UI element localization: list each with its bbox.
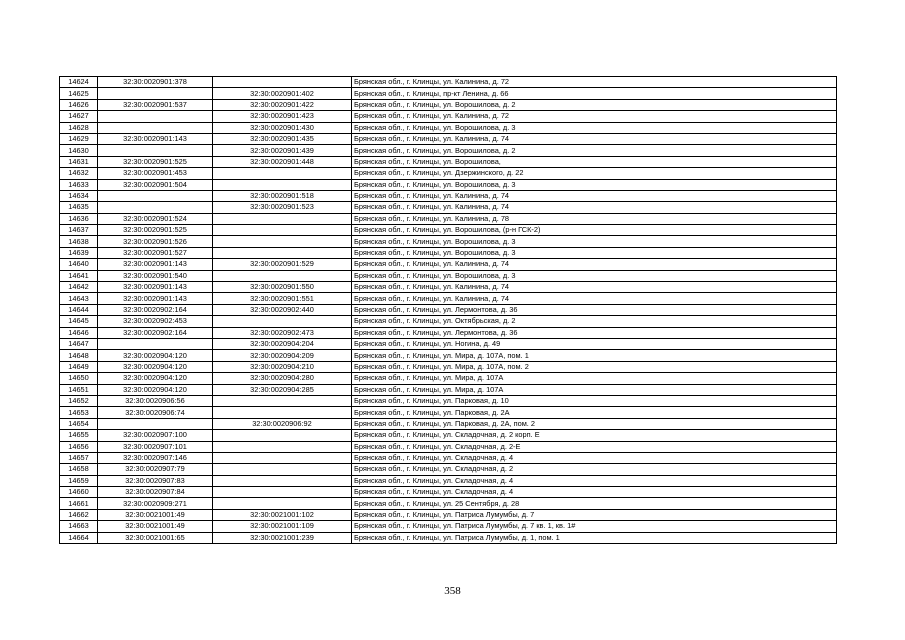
table-row	[60, 190, 837, 201]
address-cell: Брянская обл., г. Клинцы, ул. Парковая, д. 2А	[352, 407, 837, 418]
address-cell: Брянская обл., г. Клинцы, ул. Ворошилова, д. 3	[352, 122, 837, 133]
table-row	[60, 156, 837, 167]
row-number-cell: 14629	[60, 133, 98, 144]
building-cadastral-number-cell	[213, 213, 352, 224]
row-number-cell: 14656	[60, 441, 98, 452]
land-cadastral-number-cell: 32:30:0020902:453	[98, 316, 213, 327]
address-cell: Брянская обл., г. Клинцы, ул. Ворошилова, д. 3	[352, 179, 837, 190]
table-row	[60, 236, 837, 247]
land-cadastral-number-cell: 32:30:0020904:120	[98, 361, 213, 372]
land-cadastral-number-cell: 32:30:0020907:79	[98, 464, 213, 475]
building-cadastral-number-cell: 32:30:0020904:280	[213, 373, 352, 384]
row-number-cell: 14651	[60, 384, 98, 395]
building-cadastral-number-cell	[213, 487, 352, 498]
address-cell: Брянская обл., г. Клинцы, ул. Ворошилова,	[352, 156, 837, 167]
building-cadastral-number-cell	[213, 236, 352, 247]
row-number-cell: 14634	[60, 190, 98, 201]
land-cadastral-number-cell: 32:30:0020901:453	[98, 168, 213, 179]
building-cadastral-number-cell: 32:30:0020901:550	[213, 282, 352, 293]
address-cell: Брянская обл., г. Клинцы, ул. Складочная, д. 4	[352, 475, 837, 486]
building-cadastral-number-cell	[213, 452, 352, 463]
row-number-cell: 14626	[60, 99, 98, 110]
row-number-cell: 14645	[60, 316, 98, 327]
building-cadastral-number-cell	[213, 247, 352, 258]
row-number-cell: 14642	[60, 282, 98, 293]
row-number-cell: 14630	[60, 145, 98, 156]
table-row	[60, 498, 837, 509]
address-cell: Брянская обл., г. Клинцы, ул. Калинина, д. 74	[352, 259, 837, 270]
land-cadastral-number-cell: 32:30:0020901:524	[98, 213, 213, 224]
address-cell: Брянская обл., г. Клинцы, ул. Мира, д. 107А	[352, 384, 837, 395]
address-cell: Брянская обл., г. Клинцы, ул. Ворошилова, (р-н ГСК-2)	[352, 225, 837, 236]
address-cell: Брянская обл., г. Клинцы, ул. Калинина, д. 72	[352, 111, 837, 122]
table-row	[60, 532, 837, 543]
building-cadastral-number-cell	[213, 395, 352, 406]
row-number-cell: 14662	[60, 509, 98, 520]
table-row	[60, 304, 837, 315]
address-cell: Брянская обл., г. Клинцы, ул. Патриса Лумумбы, д. 7 кв. 1, кв. 1#	[352, 521, 837, 532]
address-cell: Брянская обл., г. Клинцы, ул. Мира, д. 107А, пом. 1	[352, 350, 837, 361]
land-cadastral-number-cell: 32:30:0020902:164	[98, 327, 213, 338]
row-number-cell: 14646	[60, 327, 98, 338]
address-cell: Брянская обл., г. Клинцы, ул. Лермонтова, д. 36	[352, 304, 837, 315]
building-cadastral-number-cell	[213, 168, 352, 179]
building-cadastral-number-cell: 32:30:0020901:439	[213, 145, 352, 156]
address-cell: Брянская обл., г. Клинцы, ул. Калинина, д. 74	[352, 133, 837, 144]
table-row	[60, 225, 837, 236]
land-cadastral-number-cell: 32:30:0020904:120	[98, 384, 213, 395]
table-row	[60, 293, 837, 304]
building-cadastral-number-cell: 32:30:0020901:435	[213, 133, 352, 144]
row-number-cell: 14647	[60, 338, 98, 349]
address-cell: Брянская обл., г. Клинцы, ул. Калинина, д. 74	[352, 282, 837, 293]
table-row	[60, 475, 837, 486]
building-cadastral-number-cell: 32:30:0020901:448	[213, 156, 352, 167]
row-number-cell: 14661	[60, 498, 98, 509]
table-row	[60, 384, 837, 395]
address-cell: Брянская обл., г. Клинцы, ул. Складочная, д. 4	[352, 487, 837, 498]
table-row	[60, 77, 837, 88]
land-cadastral-number-cell: 32:30:0020906:56	[98, 395, 213, 406]
table-row	[60, 168, 837, 179]
row-number-cell: 14628	[60, 122, 98, 133]
building-cadastral-number-cell: 32:30:0020901:430	[213, 122, 352, 133]
table-row	[60, 452, 837, 463]
row-number-cell: 14643	[60, 293, 98, 304]
table-row	[60, 487, 837, 498]
building-cadastral-number-cell: 32:30:0021001:102	[213, 509, 352, 520]
land-cadastral-number-cell: 32:30:0020904:120	[98, 373, 213, 384]
table-row	[60, 122, 837, 133]
land-cadastral-number-cell: 32:30:0020901:143	[98, 133, 213, 144]
table-row	[60, 350, 837, 361]
building-cadastral-number-cell	[213, 225, 352, 236]
building-cadastral-number-cell: 32:30:0020902:473	[213, 327, 352, 338]
building-cadastral-number-cell: 32:30:0020901:402	[213, 88, 352, 99]
address-cell: Брянская обл., г. Клинцы, ул. Калинина, д. 78	[352, 213, 837, 224]
land-cadastral-number-cell: 32:30:0020904:120	[98, 350, 213, 361]
address-cell: Брянская обл., г. Клинцы, ул. Ворошилова, д. 3	[352, 270, 837, 281]
table-row	[60, 247, 837, 258]
land-cadastral-number-cell: 32:30:0020901:526	[98, 236, 213, 247]
row-number-cell: 14640	[60, 259, 98, 270]
land-cadastral-number-cell: 32:30:0020901:143	[98, 282, 213, 293]
address-cell: Брянская обл., г. Клинцы, ул. Ворошилова, д. 3	[352, 247, 837, 258]
address-cell: Брянская обл., г. Клинцы, ул. 25 Сентября, д. 28	[352, 498, 837, 509]
land-cadastral-number-cell	[98, 111, 213, 122]
building-cadastral-number-cell	[213, 270, 352, 281]
address-cell: Брянская обл., г. Клинцы, ул. Складочная, д. 4	[352, 452, 837, 463]
property-registry-table	[59, 76, 837, 544]
address-cell: Брянская обл., г. Клинцы, ул. Складочная, д. 2 корп. Е	[352, 430, 837, 441]
building-cadastral-number-cell	[213, 77, 352, 88]
building-cadastral-number-cell	[213, 179, 352, 190]
address-cell: Брянская обл., г. Клинцы, ул. Патриса Лумумбы, д. 1, пом. 1	[352, 532, 837, 543]
land-cadastral-number-cell	[98, 122, 213, 133]
land-cadastral-number-cell: 32:30:0021001:49	[98, 521, 213, 532]
registry-table-body	[60, 77, 837, 544]
building-cadastral-number-cell	[213, 475, 352, 486]
row-number-cell: 14635	[60, 202, 98, 213]
row-number-cell: 14653	[60, 407, 98, 418]
address-cell: Брянская обл., г. Клинцы, ул. Лермонтова, д. 36	[352, 327, 837, 338]
table-row	[60, 316, 837, 327]
row-number-cell: 14649	[60, 361, 98, 372]
row-number-cell: 14627	[60, 111, 98, 122]
table-row	[60, 270, 837, 281]
table-row	[60, 418, 837, 429]
row-number-cell: 14638	[60, 236, 98, 247]
table-row	[60, 99, 837, 110]
land-cadastral-number-cell: 32:30:0020901:525	[98, 156, 213, 167]
row-number-cell: 14631	[60, 156, 98, 167]
table-row	[60, 509, 837, 520]
land-cadastral-number-cell: 32:30:0020901:378	[98, 77, 213, 88]
table-row	[60, 213, 837, 224]
address-cell: Брянская обл., г. Клинцы, ул. Патриса Лумумбы, д. 7	[352, 509, 837, 520]
row-number-cell: 14655	[60, 430, 98, 441]
land-cadastral-number-cell	[98, 418, 213, 429]
land-cadastral-number-cell: 32:30:0020909:271	[98, 498, 213, 509]
address-cell: Брянская обл., г. Клинцы, ул. Парковая, д. 2А, пом. 2	[352, 418, 837, 429]
building-cadastral-number-cell: 32:30:0021001:109	[213, 521, 352, 532]
land-cadastral-number-cell	[98, 190, 213, 201]
row-number-cell: 14624	[60, 77, 98, 88]
table-row	[60, 395, 837, 406]
table-row	[60, 179, 837, 190]
address-cell: Брянская обл., г. Клинцы, ул. Складочная, д. 2	[352, 464, 837, 475]
land-cadastral-number-cell: 32:30:0020907:83	[98, 475, 213, 486]
address-cell: Брянская обл., г. Клинцы, пр-кт Ленина, д. 66	[352, 88, 837, 99]
table-row	[60, 133, 837, 144]
row-number-cell: 14664	[60, 532, 98, 543]
address-cell: Брянская обл., г. Клинцы, ул. Калинина, д. 74	[352, 190, 837, 201]
page-number: 358	[444, 585, 461, 597]
row-number-cell: 14650	[60, 373, 98, 384]
land-cadastral-number-cell	[98, 338, 213, 349]
table-row	[60, 88, 837, 99]
building-cadastral-number-cell: 32:30:0020901:518	[213, 190, 352, 201]
row-number-cell: 14639	[60, 247, 98, 258]
table-row	[60, 407, 837, 418]
land-cadastral-number-cell: 32:30:0021001:49	[98, 509, 213, 520]
row-number-cell: 14641	[60, 270, 98, 281]
row-number-cell: 14632	[60, 168, 98, 179]
address-cell: Брянская обл., г. Клинцы, ул. Дзержинского, д. 22	[352, 168, 837, 179]
row-number-cell: 14633	[60, 179, 98, 190]
row-number-cell: 14660	[60, 487, 98, 498]
building-cadastral-number-cell	[213, 441, 352, 452]
address-cell: Брянская обл., г. Клинцы, ул. Калинина, д. 74	[352, 293, 837, 304]
land-cadastral-number-cell: 32:30:0020901:537	[98, 99, 213, 110]
row-number-cell: 14658	[60, 464, 98, 475]
land-cadastral-number-cell: 32:30:0020901:527	[98, 247, 213, 258]
land-cadastral-number-cell: 32:30:0021001:65	[98, 532, 213, 543]
building-cadastral-number-cell: 32:30:0020901:551	[213, 293, 352, 304]
table-row	[60, 521, 837, 532]
building-cadastral-number-cell	[213, 407, 352, 418]
table-row	[60, 430, 837, 441]
table-row	[60, 282, 837, 293]
table-row	[60, 202, 837, 213]
land-cadastral-number-cell	[98, 202, 213, 213]
address-cell: Брянская обл., г. Клинцы, ул. Калинина, д. 72	[352, 77, 837, 88]
building-cadastral-number-cell: 32:30:0020904:209	[213, 350, 352, 361]
land-cadastral-number-cell	[98, 88, 213, 99]
row-number-cell: 14652	[60, 395, 98, 406]
building-cadastral-number-cell: 32:30:0020904:210	[213, 361, 352, 372]
land-cadastral-number-cell: 32:30:0020901:143	[98, 293, 213, 304]
row-number-cell: 14637	[60, 225, 98, 236]
land-cadastral-number-cell: 32:30:0020907:146	[98, 452, 213, 463]
address-cell: Брянская обл., г. Клинцы, ул. Ворошилова, д. 2	[352, 99, 837, 110]
address-cell: Брянская обл., г. Клинцы, ул. Калинина, д. 74	[352, 202, 837, 213]
building-cadastral-number-cell: 32:30:0020901:523	[213, 202, 352, 213]
address-cell: Брянская обл., г. Клинцы, ул. Ворошилова, д. 3	[352, 236, 837, 247]
row-number-cell: 14663	[60, 521, 98, 532]
row-number-cell: 14636	[60, 213, 98, 224]
table-row	[60, 145, 837, 156]
address-cell: Брянская обл., г. Клинцы, ул. Мира, д. 107А, пом. 2	[352, 361, 837, 372]
address-cell: Брянская обл., г. Клинцы, ул. Октябрьская, д. 2	[352, 316, 837, 327]
land-cadastral-number-cell	[98, 145, 213, 156]
land-cadastral-number-cell: 32:30:0020901:525	[98, 225, 213, 236]
land-cadastral-number-cell: 32:30:0020902:164	[98, 304, 213, 315]
building-cadastral-number-cell: 32:30:0020906:92	[213, 418, 352, 429]
address-cell: Брянская обл., г. Клинцы, ул. Ногина, д. 49	[352, 338, 837, 349]
building-cadastral-number-cell	[213, 316, 352, 327]
row-number-cell: 14657	[60, 452, 98, 463]
land-cadastral-number-cell: 32:30:0020901:143	[98, 259, 213, 270]
building-cadastral-number-cell: 32:30:0020902:440	[213, 304, 352, 315]
table-row	[60, 338, 837, 349]
table-row	[60, 464, 837, 475]
table-row	[60, 111, 837, 122]
table-row	[60, 441, 837, 452]
land-cadastral-number-cell: 32:30:0020901:540	[98, 270, 213, 281]
land-cadastral-number-cell: 32:30:0020907:101	[98, 441, 213, 452]
row-number-cell: 14659	[60, 475, 98, 486]
row-number-cell: 14644	[60, 304, 98, 315]
table-row	[60, 373, 837, 384]
land-cadastral-number-cell: 32:30:0020907:100	[98, 430, 213, 441]
address-cell: Брянская обл., г. Клинцы, ул. Складочная, д. 2-Е	[352, 441, 837, 452]
address-cell: Брянская обл., г. Клинцы, ул. Мира, д. 107А	[352, 373, 837, 384]
building-cadastral-number-cell: 32:30:0020904:204	[213, 338, 352, 349]
address-cell: Брянская обл., г. Клинцы, ул. Ворошилова, д. 2	[352, 145, 837, 156]
address-cell: Брянская обл., г. Клинцы, ул. Парковая, д. 10	[352, 395, 837, 406]
table-row	[60, 327, 837, 338]
building-cadastral-number-cell: 32:30:0020901:422	[213, 99, 352, 110]
table-row	[60, 259, 837, 270]
building-cadastral-number-cell: 32:30:0020901:423	[213, 111, 352, 122]
table-row	[60, 361, 837, 372]
building-cadastral-number-cell: 32:30:0020904:285	[213, 384, 352, 395]
land-cadastral-number-cell: 32:30:0020901:504	[98, 179, 213, 190]
row-number-cell: 14654	[60, 418, 98, 429]
building-cadastral-number-cell	[213, 430, 352, 441]
land-cadastral-number-cell: 32:30:0020906:74	[98, 407, 213, 418]
building-cadastral-number-cell: 32:30:0020901:529	[213, 259, 352, 270]
row-number-cell: 14625	[60, 88, 98, 99]
building-cadastral-number-cell	[213, 464, 352, 475]
building-cadastral-number-cell	[213, 498, 352, 509]
land-cadastral-number-cell: 32:30:0020907:84	[98, 487, 213, 498]
building-cadastral-number-cell: 32:30:0021001:239	[213, 532, 352, 543]
row-number-cell: 14648	[60, 350, 98, 361]
